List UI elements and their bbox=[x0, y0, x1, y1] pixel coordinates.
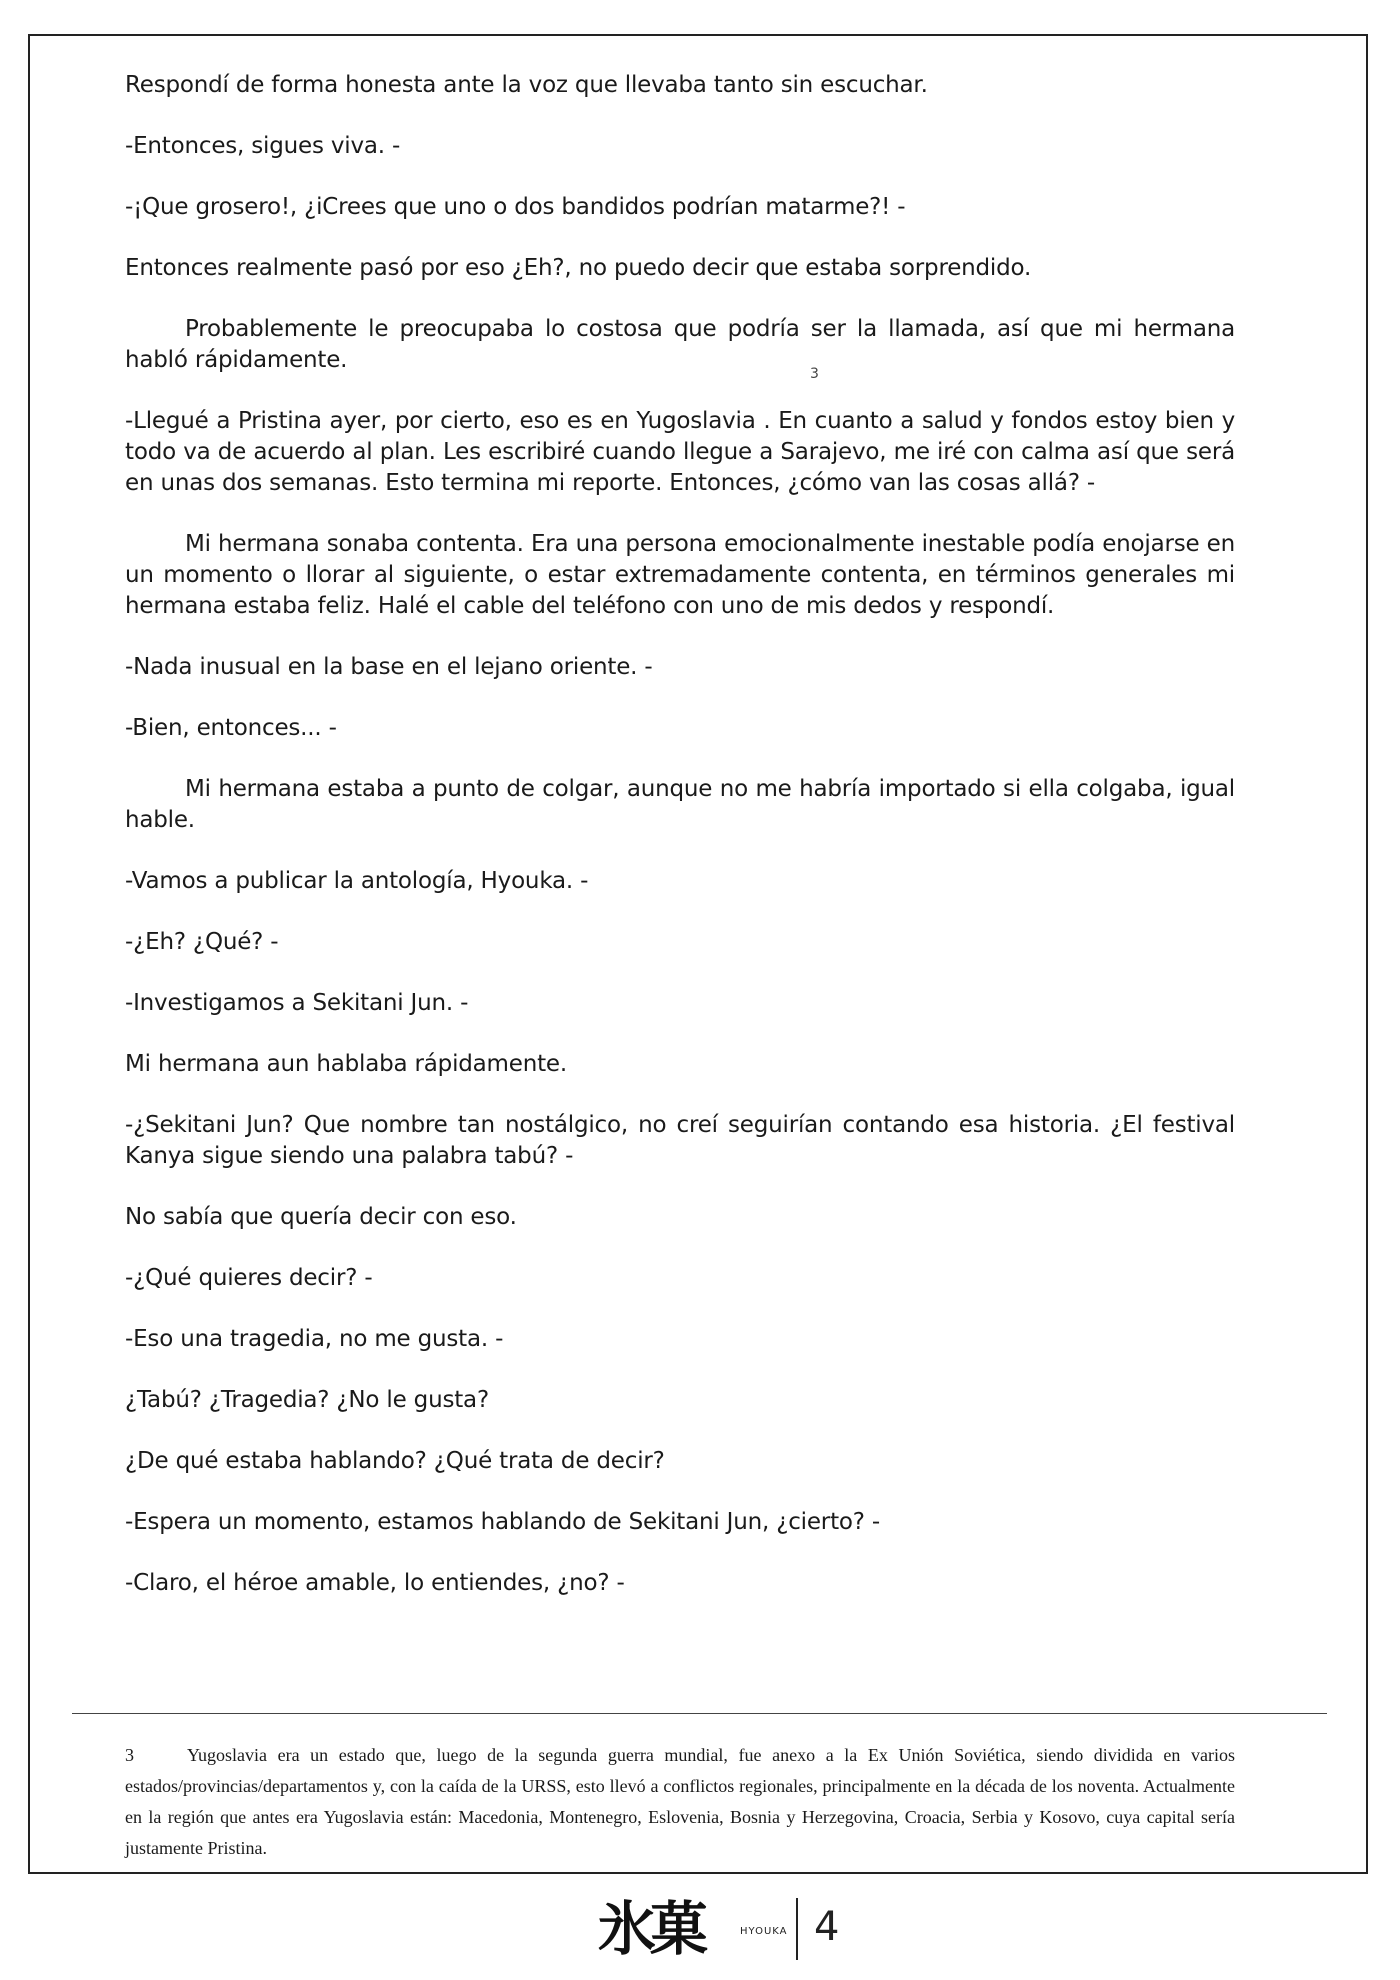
body-text bbox=[125, 70, 1235, 1629]
paragraph: Respondí de forma honesta ante la voz que llevaba tanto sin escuchar. bbox=[125, 72, 928, 98]
paragraph: Mi hermana aun hablaba rápidamente. bbox=[125, 1051, 567, 1077]
paragraph: -Investigamos a Sekitani Jun. - bbox=[125, 990, 469, 1016]
paragraph: ¿Tabú? ¿Tragedia? ¿No le gusta? bbox=[125, 1387, 489, 1413]
paragraph: -Nada inusual en la base en el lejano oriente. - bbox=[125, 654, 653, 680]
paragraph: -Entonces, sigues viva. - bbox=[125, 133, 401, 159]
hyouka-logo-subtitle: HYOUKA bbox=[740, 1926, 788, 1937]
footnote-divider bbox=[72, 1713, 1327, 1714]
paragraph: -Vamos a publicar la antología, Hyouka. - bbox=[125, 868, 589, 894]
page-number: 4 bbox=[814, 1904, 840, 1950]
paragraph: -Llegué a Pristina ayer, por cierto, eso es en Yugoslavia . En cuanto a salud y fondos estoy bien y todo va de acuerdo al plan. Les escribiré cuando llegue a Sarajevo, me iré con calma así que será en unas dos semanas. Esto termina mi reporte. Entonces, ¿cómo van las cosas allá? - bbox=[125, 408, 1235, 496]
paragraph: No sabía que quería decir con eso. bbox=[125, 1204, 517, 1230]
paragraph: ¿De qué estaba hablando? ¿Qué trata de decir? bbox=[125, 1448, 665, 1474]
footnote-marker: 3 bbox=[810, 366, 819, 382]
paragraph: -¡Que grosero!, ¿iCrees que uno o dos bandidos podrían matarme?! - bbox=[125, 194, 906, 220]
paragraph: Mi hermana estaba a punto de colgar, aunque no me habría importado si ella colgaba, igual hable. bbox=[125, 776, 1235, 833]
paragraph: Mi hermana sonaba contenta. Era una persona emocionalmente inestable podía enojarse en un momento o llorar al siguiente, o estar extremadamente contenta, en términos generales mi hermana estaba feliz. Halé el cable del teléfono con uno de mis dedos y respondí. bbox=[125, 531, 1235, 619]
footer-divider bbox=[796, 1898, 798, 1960]
paragraph: -¿Eh? ¿Qué? - bbox=[125, 929, 279, 955]
paragraph: -¿Sekitani Jun? Que nombre tan nostálgico, no creí seguirían contando esa historia. ¿El festival Kanya sigue siendo una palabra tabú? - bbox=[125, 1112, 1235, 1169]
paragraph: Entonces realmente pasó por eso ¿Eh?, no puedo decir que estaba sorprendido. bbox=[125, 255, 1032, 281]
hyouka-logo: 氷菓 bbox=[598, 1895, 703, 1963]
paragraph: -Eso una tragedia, no me gusta. - bbox=[125, 1326, 504, 1352]
paragraph: -Espera un momento, estamos hablando de Sekitani Jun, ¿cierto? - bbox=[125, 1509, 880, 1535]
paragraph: -Claro, el héroe amable, lo entiendes, ¿no? - bbox=[125, 1570, 625, 1596]
paragraph: -¿Qué quieres decir? - bbox=[125, 1265, 373, 1291]
paragraph: Probablemente le preocupaba lo costosa que podría ser la llamada, así que mi hermana habló rápidamente. bbox=[125, 316, 1235, 373]
paragraph: -Bien, entonces... - bbox=[125, 715, 337, 741]
footnote bbox=[125, 1740, 1235, 1864]
page-footer bbox=[0, 1890, 1400, 1970]
footnote-number: 3 bbox=[125, 1745, 134, 1765]
footnote-text: Yugoslavia era un estado que, luego de la segunda guerra mundial, fue anexo a la Ex Unión Soviética, siendo dividida en varios estados/provincias/departamentos y, con la caída de la URSS, esto llevó a conflictos regionales, principalmente en la década de los noventa. Actualmente en la región que antes era Yugoslavia están: Macedonia, Montenegro, Eslovenia, Bosnia y Herzegovina, Croacia, Serbia y Kosovo, cuya capital sería justamente Pristina. bbox=[125, 1745, 1235, 1858]
